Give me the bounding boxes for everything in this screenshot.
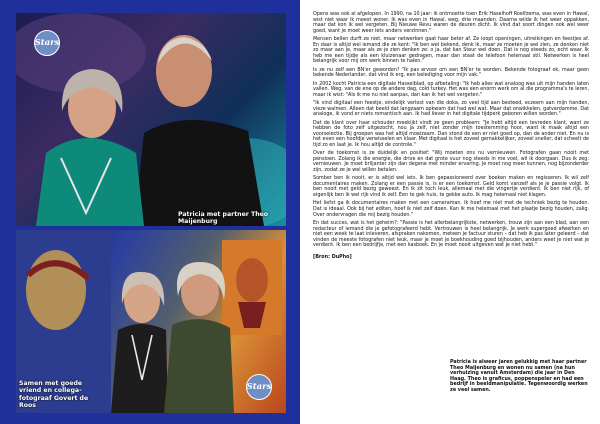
stars-logo: Stars (34, 30, 60, 56)
article-paragraph: In 2002 kocht Patricia een digitale Hasselblad, op afbetaling: "Ik heb alles wat analoog was uit mijn handen laten vallen. Weg, van de ene op de andere dag, cold turkey. Het was een enorm werk om al die programma's te leren, maar ik wist: "Als ik me nu niet aanpas, dan kan ik het wel vergeten." (313, 80, 589, 98)
article-paragraph: Dat de klant over haar schouder meekijkt vindt ze geen probleem: "Je hebt altijd een tevreden klant, want ze hebben de foto zelf uitgezocht, nou ja zelf, niet zonder mijn toestemming hoor, want ik maak altijd een voorselectie. Bij groepen was het altijd moeizaam. Dan stond de een er niet goed op, dan de ander niet. En nu is het even een hoofdje verwisselen en klaar. Met digitaal is het zoveel gemakkelijker, zoveel sneller, dat scheelt de tijd zo en laat je. Ik hou altijd de controle." (313, 119, 589, 148)
article-paragraph: Het liefst ga ik documentaires maken met een cameraman. Ik hoef me niet met de techniek bezig te houden. Dat is ideaal. Ook bij het editen, hoef ik niet zelf doen. Kan ik me helemaal met het plaatje bezig houden, zalig. Over ondervragen die mij bezig houden." (313, 200, 589, 218)
article-paragraph: Opens was ook al afgelopen. In 1990, na 10 jaar: ik ontmoette toen Erik Haselhoff Roelfzema, was even in Hawaï, wist niet waar ik meest woner. Ik was even in Hawaï, weg, drie maanden. Daarna wilde ik het weer oppakken, maar dat kon ik wel vergeten. Bij Nieuwe Revu waren de deuren dicht. Ik vind dat soort dingen ook wel weer goed, want je moet weer iets anders verzinnen." (313, 11, 589, 34)
article-paragraph: Mensen bellen durft ze niet, maar netwerken gaat haar beter af. Ze loopt openingen, uitreikingen en feestjes af. En daar is altijd wel iemand die ze kent: "Ik ben wel bekend, denk ik, maar ze moeten je wel zien, ze denken niet zo maar aan je, maar als ze je zien denken ze: o ja, dat kan Steur wel doen. Dat is nog steeds zo, echt waar. Ik heb me een tijdje als een kluizenaar gedragen, maar dan staat de telefoon helemaal stil. Netwerken is heel belangrijk voor mij om werk binnen te halen." (313, 36, 589, 65)
article-column (313, 12, 589, 260)
article-source: [Bron: DuPho] (313, 253, 352, 260)
right-page (300, 0, 600, 424)
article-paragraph: Over de toekomst is ze duidelijk en positief: "Wij moeten ons nu vernieuwen. Fotografen gaan nooit met pensioen. Zolang ik die energie, die drive en dat grote vuur nog steeds in me voel, wil ik doorgaan. Dus ik zeg: vernieuwen. Je moet briljanter zijn dan degene met minder ervaring. Je moet nog meer kunnen, nog bijzonderder zijn, zodat ze je wel willen betalen. (313, 150, 589, 173)
caption-bottom: Samen met goede vriend en collega-fotograaf Govert de Roos (19, 380, 89, 410)
stars-logo-bottom: Stars (246, 374, 272, 400)
photo-patricia-and-theo (16, 13, 286, 226)
article-paragraph: En dat succes, wat is het geheim?: "Passie is het allerbelangrijkste, netwerken, trouw zijn aan een blad, aan een redacteur of iemand die je gefotografeerd hebt. Vertrouwen is heel belangrijk. Je werk supergoed afwerken en niet een week te laat inleveren, afspraken nakomen, meteen je factuur sturen – dat heb ik pas later geleerd – dat vinden de meeste fotografen niet leuk, maar je moet je boekhouding goed bijhouden, anders weet je niet wat je verdient. Ik ben een bedrijfje, met een kasboek. En je moet nooit uitgeven wat je niet hebt." (313, 220, 589, 249)
article-paragraph: Somber ben ik nooit, er is altijd wel iets. Ik ben gepassioneerd over boeken maken en regisseren. Ik wil zelf documentaires maken. Zolang er een passie is, is er een toekomst. Geld komt vanzelf als je je passie volgt. Ik ben nooit met geld bezig geweest. En ik zit toch leuk, allemaal met die vingertje verdient. Ik ben niet rijk, of eigenlijk ben ik wel rijk vind ik zelf. Een te gek huis, te gekke auto. Ik mag helemaal niet klagen. (313, 175, 589, 198)
article-paragraph: Is ze nu zelf een BN'er geworden? "Ik pas ervoor om een BN'er te worden. Bekende fotograaf ok, maar geen bekende Nederlander, dat vind ik erg, een belediging voor mijn vak." (313, 66, 589, 79)
bio-box: Patricia is alweer jaren gelukkig met haar partner Theo Maijenburg en wonen nu samen (na hun verhuizing vanuit Amsterdam) die jaar in Den Haag. Theo is graficus, poppenspeler en had een bedrijf in beeldmanipulatie. Tegenwoordig werken ze veel samen. (450, 359, 588, 393)
caption-top: Patricia met partner Theo Maijenburg (178, 211, 269, 226)
article-paragraph: "Ik vind digitaal een feestje, eindelijk verlost van die doka, zo veel tijd aan besteed, eczeem aan mijn handen, vieze walmen. Alleen dat beeld dat langzaam opkwam dat had wel wat. Maar dat onwikkelen, gatverdamme. Dat analoge, ik vond er niets romantisch aan. Ik had liever in het digitale tijdperk geboren willen worden." (313, 100, 589, 118)
